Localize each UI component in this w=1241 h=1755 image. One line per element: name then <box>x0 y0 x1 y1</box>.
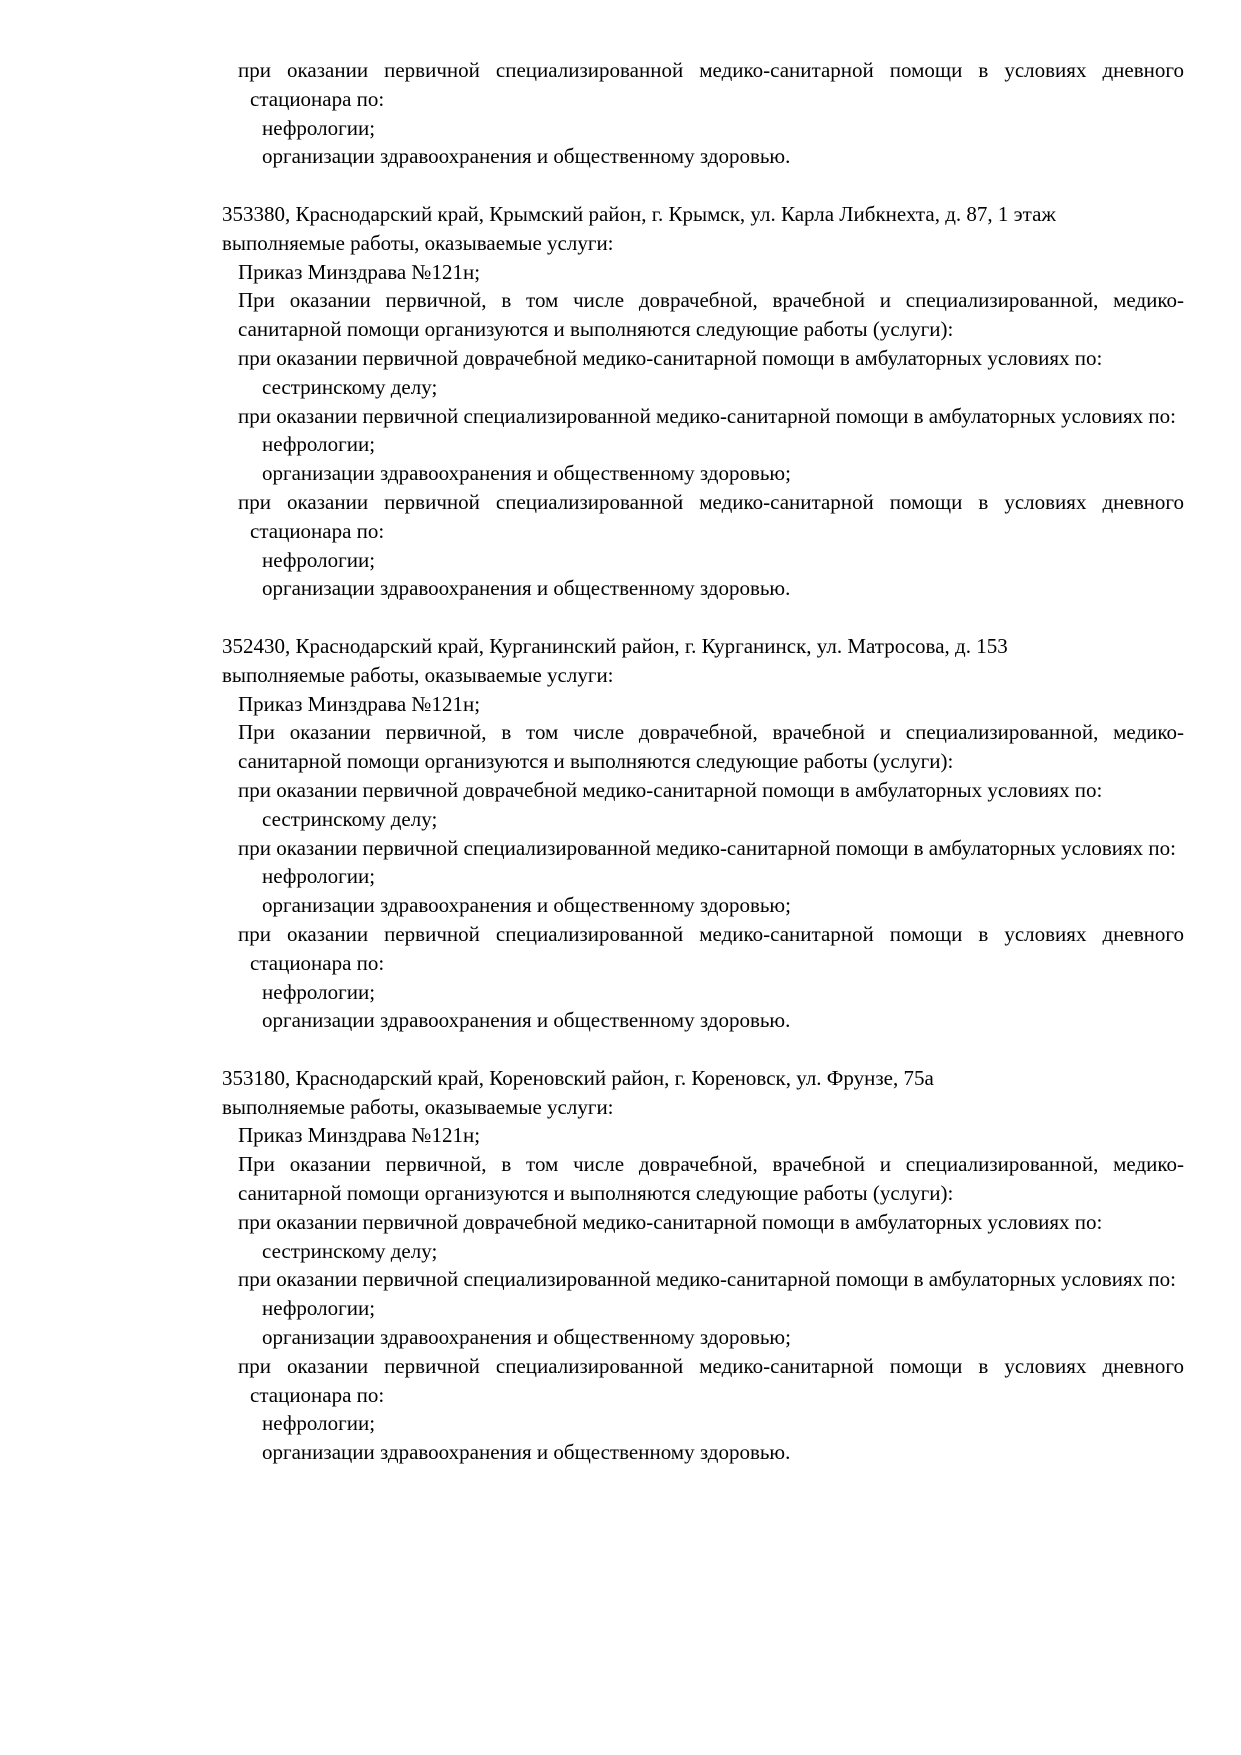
top-fragment <box>222 56 1184 171</box>
service-item: организации здравоохранения и общественному здоровью. <box>262 144 791 169</box>
address-section <box>222 200 1184 603</box>
service-item: сестринскому делу; <box>262 374 438 399</box>
service-item: организации здравоохранения и общественному здоровью. <box>262 1008 791 1033</box>
service-item: организации здравоохранения и общественному здоровью; <box>262 461 791 486</box>
service-item: организации здравоохранения и общественному здоровью. <box>262 1440 791 1465</box>
service-item: нефрологии; <box>262 979 376 1004</box>
works-label: выполняемые работы, оказываемые услуги: <box>222 230 614 255</box>
outpatient-intro: при оказании первичной специализированной медико-санитарной помощи в амбулаторных условиях по: <box>238 835 1177 860</box>
address: 353380, Краснодарский край, Крымский район, г. Крымск, ул. Карла Либкнехта, д. 87, 1 этаж <box>222 201 1056 226</box>
service-item: организации здравоохранения и общественному здоровью; <box>262 893 791 918</box>
address: 352430, Краснодарский край, Курганинский район, г. Курганинск, ул. Матросова, д. 153 <box>222 633 1008 658</box>
service-item: нефрологии; <box>262 864 376 889</box>
day-stationary-intro: при оказании первичной специализированной медико-санитарной помощи в условиях дневного стационара по: <box>238 921 1184 975</box>
service-item: нефрологии; <box>262 115 376 140</box>
service-item: сестринскому делу; <box>262 806 438 831</box>
service-item: нефрологии; <box>262 547 376 572</box>
order-reference: Приказ Минздрава №121н; <box>238 259 481 284</box>
service-item: нефрологии; <box>262 432 376 457</box>
address: 353180, Краснодарский край, Кореновский район, г. Кореновск, ул. Фрунзе, 75а <box>222 1065 934 1090</box>
outpatient-intro: при оказании первичной специализированной медико-санитарной помощи в амбулаторных условиях по: <box>238 1267 1177 1292</box>
services-intro: При оказании первичной, в том числе доврачебной, врачебной и специализированной, медико-санитарной помощи организуются и выполняются следующие работы (услуги): <box>238 288 1184 342</box>
day-stationary-intro: при оказании первичной специализированной медико-санитарной помощи в условиях дневного стационара по: <box>238 1353 1184 1407</box>
document-page <box>222 56 1184 1467</box>
services-intro: При оказании первичной, в том числе доврачебной, врачебной и специализированной, медико-санитарной помощи организуются и выполняются следующие работы (услуги): <box>238 720 1184 774</box>
works-label: выполняемые работы, оказываемые услуги: <box>222 662 614 687</box>
works-label: выполняемые работы, оказываемые услуги: <box>222 1094 614 1119</box>
outpatient-intro: при оказании первичной специализированной медико-санитарной помощи в амбулаторных условиях по: <box>238 403 1177 428</box>
order-reference: Приказ Минздрава №121н; <box>238 1123 481 1148</box>
day-stationary-intro: при оказании первичной специализированной медико-санитарной помощи в условиях дневного стационара по: <box>238 58 1184 111</box>
address-section <box>222 1064 1184 1467</box>
address-section <box>222 632 1184 1035</box>
services-intro: При оказании первичной, в том числе доврачебной, врачебной и специализированной, медико-санитарной помощи организуются и выполняются следующие работы (услуги): <box>238 1152 1184 1206</box>
service-item: нефрологии; <box>262 1411 376 1436</box>
service-item: организации здравоохранения и общественному здоровью; <box>262 1325 791 1350</box>
service-item: организации здравоохранения и общественному здоровью. <box>262 576 791 601</box>
day-stationary-intro: при оказании первичной специализированной медико-санитарной помощи в условиях дневного стационара по: <box>238 489 1184 543</box>
prehospital-intro: при оказании первичной доврачебной медико-санитарной помощи в амбулаторных условиях по: <box>238 345 1103 370</box>
prehospital-intro: при оказании первичной доврачебной медико-санитарной помощи в амбулаторных условиях по: <box>238 1209 1103 1234</box>
order-reference: Приказ Минздрава №121н; <box>238 691 481 716</box>
service-item: сестринскому делу; <box>262 1238 438 1263</box>
service-item: нефрологии; <box>262 1296 376 1321</box>
prehospital-intro: при оказании первичной доврачебной медико-санитарной помощи в амбулаторных условиях по: <box>238 777 1103 802</box>
